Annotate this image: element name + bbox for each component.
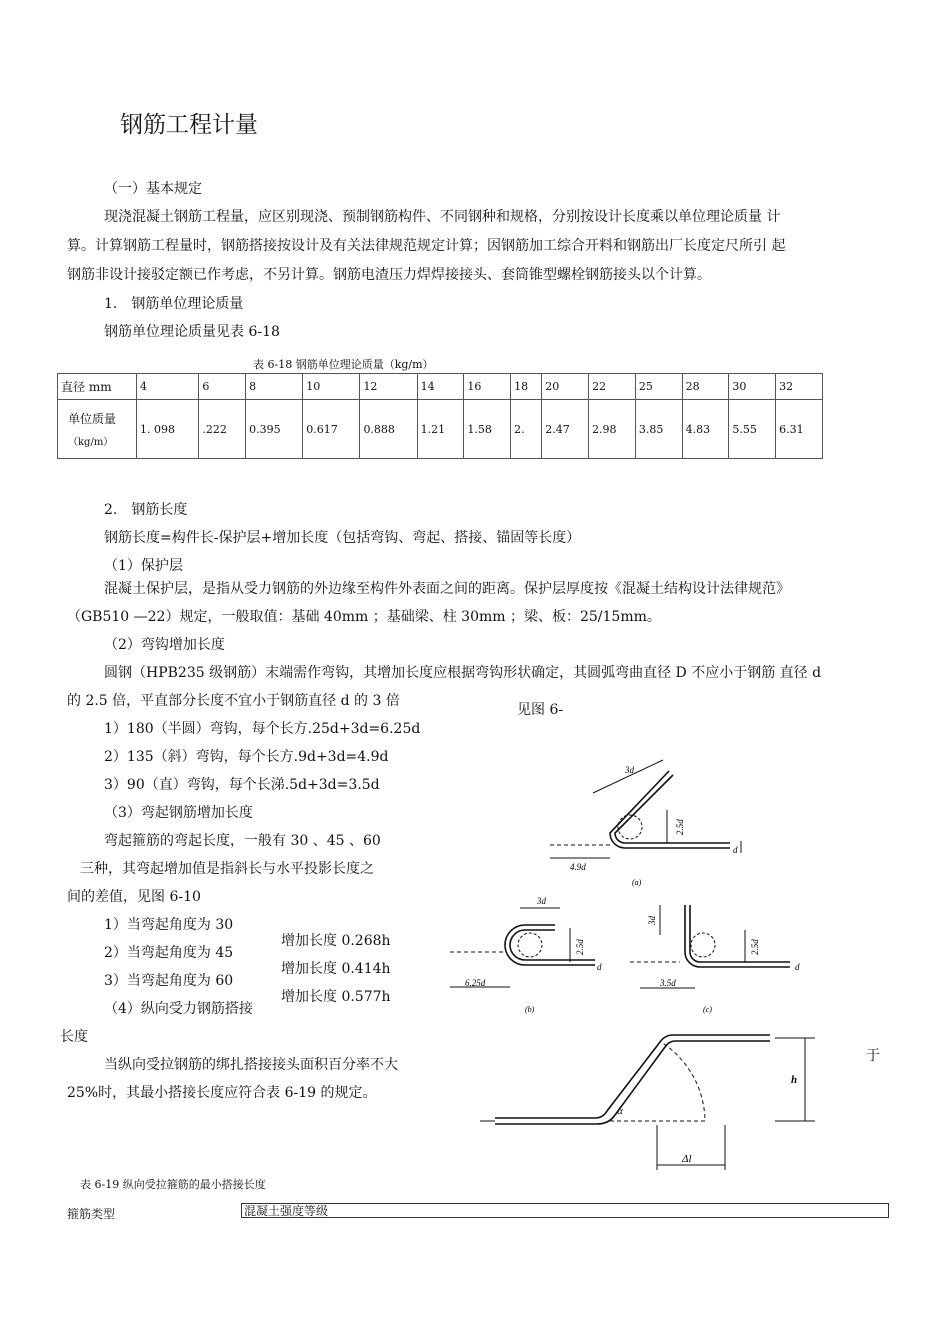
figure-caption: (a): [632, 878, 642, 887]
table-cell: 30: [729, 374, 776, 400]
table-cell: 直径 mm: [58, 374, 137, 400]
table-cell: 6.31: [776, 400, 823, 459]
table-cell: 1.21: [417, 400, 464, 459]
paragraph-line: 钢筋非设计接驳定额已作考虑，不另计算。钢筋电渣压力焊焊接接头、套筒锥型螺栓钢筋接头以个计算。: [67, 267, 711, 283]
rebar-line: [495, 1035, 770, 1118]
dim-label: 3d: [537, 896, 546, 906]
subheading-bend: （3）弯起钢筋增加长度: [104, 805, 253, 821]
dim-label: 3d: [647, 916, 657, 925]
rebar-line: [610, 771, 730, 848]
table-cell: 3.85: [635, 400, 682, 459]
section-basic-rules: （一）基本规定: [104, 181, 202, 197]
add-length: 增加长度 0.268h: [281, 933, 391, 949]
table-row: [58, 374, 823, 400]
table-cell: 14: [417, 374, 464, 400]
table-cell: 32: [776, 374, 823, 400]
bend-circle: [518, 933, 542, 957]
table-cell: 28: [682, 374, 729, 400]
table-cell: 4.83: [682, 400, 729, 459]
table-row: [58, 400, 823, 459]
add-length: 增加长度 0.414h: [281, 961, 391, 977]
page-title: 钢筋工程计量: [120, 112, 258, 138]
heading-unit-mass: 1. 钢筋单位理论质量: [104, 296, 244, 312]
table-cell: 22: [589, 374, 636, 400]
rebar-line: [690, 905, 790, 962]
height-label: h: [791, 1074, 798, 1086]
table-cell: 20: [542, 374, 589, 400]
angle-arc: [610, 1042, 705, 1121]
paragraph-line: 混凝土保护层，是指从受力钢筋的外边缘至构件外表面之间的距离。保护层厚度按《混凝土结构设计法律规范》: [104, 581, 790, 597]
figure-caption: (b): [525, 1005, 535, 1014]
bend-item: 1）当弯起角度为 30: [104, 917, 234, 933]
table-cell: 8: [246, 374, 303, 400]
table-619-col2: 混凝土强度等级: [241, 1203, 889, 1218]
bend-item: 2）当弯起角度为 45: [104, 945, 234, 961]
bend-item: 3）当弯起角度为 60: [104, 973, 234, 989]
table-619-caption: 表 6-19 纵向受拉箍筋的最小搭接长度: [80, 1178, 266, 1191]
delta-label: Δl: [682, 1153, 692, 1165]
paragraph-line: （GB510 —22）规定，一般取值：基础 40mm ；基础梁、柱 30mm ；梁、板：25/15mm。: [67, 609, 661, 625]
table-cell: 4: [137, 374, 199, 400]
hook-figure-b: [445, 890, 620, 1020]
table-cell: 2.98: [589, 400, 636, 459]
dim-label: 3d: [625, 765, 634, 775]
stray-char: 于: [866, 1048, 880, 1064]
row-unit: （kg/m）: [68, 437, 114, 448]
table-cell: 1. 098: [137, 400, 199, 459]
table-cell: 1.58: [464, 400, 511, 459]
table-cell: 5.55: [729, 400, 776, 459]
dim-label: d: [597, 962, 602, 972]
rebar-line: [495, 1041, 770, 1124]
table-618-caption: 表 6-18 钢筋单位理论质量（kg/m）: [253, 358, 434, 371]
paragraph-line: 钢筋长度=构件长-保护层+增加长度（包括弯钩、弯起、搭接、锚固等长度）: [104, 530, 581, 546]
add-length: 增加长度 0.577h: [281, 989, 391, 1005]
table-cell: 6: [199, 374, 246, 400]
paragraph-line: 的 2.5 倍，平直部分长度不宜小于钢筋直径 d 的 3 倍: [67, 693, 400, 709]
paragraph-line: 现浇混凝土钢筋工程量，应区别现浇、预制钢筋构件、不同钢种和规格，分别按设计长度乘以单位理论质量 计: [104, 209, 781, 225]
paragraph-line: 间的差值，见图 6-10: [67, 889, 201, 905]
dim-label: 2.5d: [750, 939, 760, 955]
dim-label: 2.5d: [675, 819, 685, 835]
subheading-cover: （1）保护层: [104, 558, 183, 574]
table-cell: 10: [303, 374, 360, 400]
angle-label: α: [617, 1105, 623, 1117]
paragraph-line: 弯起箍筋的弯起长度，一般有 30 、45 、60: [104, 833, 381, 849]
row-label: 单位质量: [68, 412, 117, 426]
dim-label: 2.5d: [575, 939, 585, 955]
dim-label: 3.5d: [660, 978, 676, 988]
figure-caption: (c): [703, 1005, 712, 1014]
heading-rebar-length: 2. 钢筋长度: [104, 502, 188, 518]
bent-rebar-figure: [475, 1025, 835, 1175]
table-618: [57, 373, 823, 459]
paragraph-line: 长度: [60, 1029, 88, 1045]
paragraph-line: 当纵向受拉钢筋的绑扎搭接接头面积百分率不大: [104, 1057, 398, 1073]
table-cell: 0.617: [303, 400, 360, 459]
paragraph-line: 算。计算钢筋工程量时，钢筋搭接按设计及有关法律规范规定计算；因钢筋加工综合开料和钢筋出厂长度定尺所引 起: [67, 238, 786, 254]
table-cell: 16: [464, 374, 511, 400]
paragraph-line: 三种，其弯起增加值是指斜长与水平投影长度之: [80, 861, 374, 877]
rebar-line: [685, 905, 790, 967]
hook-item: 3）90（直）弯钩，每个长涕.5d+3d=3.5d: [104, 777, 380, 793]
hook-figure-a: [545, 755, 775, 890]
figure-reference: 见图 6-: [517, 702, 564, 718]
paragraph-line: 25%时，其最小搭接长度应符合表 6-19 的规定。: [67, 1085, 377, 1101]
table-619-col1: 箍筋类型: [67, 1207, 116, 1221]
paragraph-line: 钢筋单位理论质量见表 6-18: [104, 324, 280, 340]
subheading-lap: （4）纵向受力钢筋搭接: [104, 1001, 253, 1017]
paragraph-line: 圆钢（HPB235 级钢筋）末端需作弯钩，其增加长度应根据弯钩形状确定，其圆弧弯曲直径 D 不应小于钢筋 直径 d: [104, 665, 822, 681]
table-cell: 0.888: [360, 400, 417, 459]
hook-figure-c: [625, 890, 815, 1020]
table-cell: .222: [199, 400, 246, 459]
dim-label: 6.25d: [465, 978, 486, 988]
hook-item: 1）180（半圆）弯钩，每个长方.25d+3d=6.25d: [104, 721, 421, 737]
table-cell: 25: [635, 374, 682, 400]
dim-label: 4.9d: [570, 862, 586, 872]
table-cell: [58, 400, 137, 459]
hook-item: 2）135（斜）弯钩，每个长方.9d+3d=4.9d: [104, 749, 389, 765]
table-cell: 2.47: [542, 400, 589, 459]
dim-label: d: [733, 845, 738, 855]
table-cell: 2.: [511, 400, 542, 459]
bend-circle: [691, 933, 715, 957]
table-cell: 12: [360, 374, 417, 400]
table-cell: 18: [511, 374, 542, 400]
dim-label: d: [795, 962, 800, 972]
table-cell: 0.395: [246, 400, 303, 459]
subheading-hook: （2）弯钩增加长度: [104, 637, 225, 653]
